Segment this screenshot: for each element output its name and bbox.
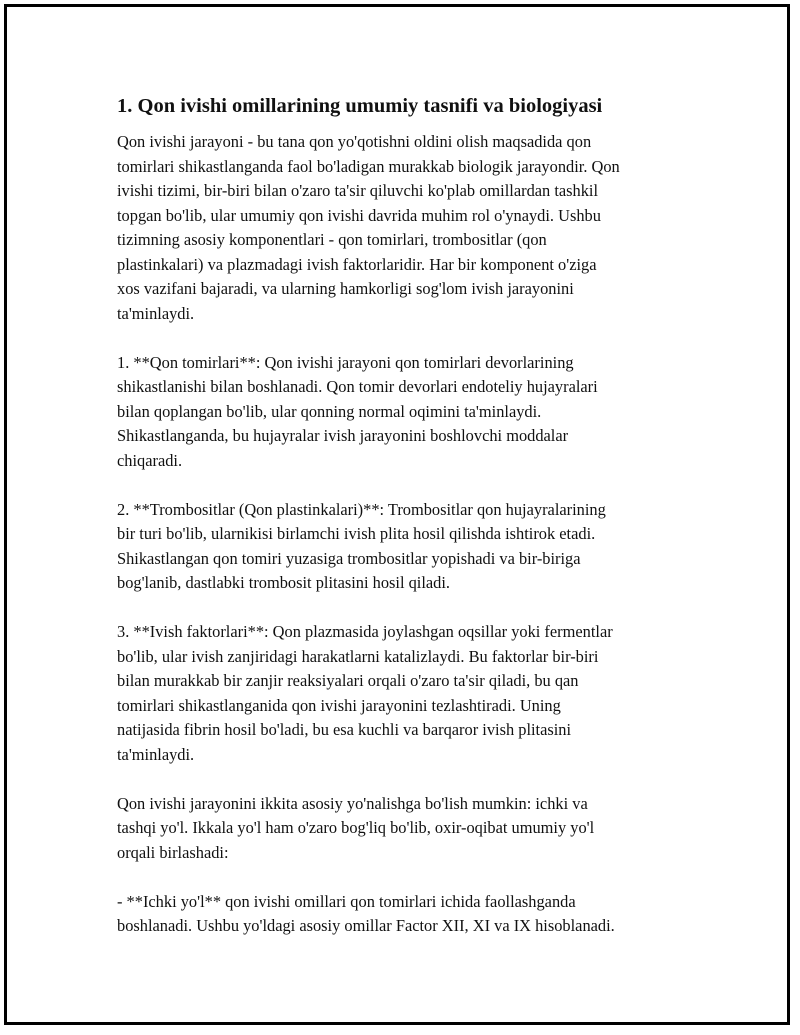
paragraph-intrinsic-pathway: - **Ichki yo'l** qon ivishi omillari qon tomirlari ichida faollashganda boshlanadi. Ushbu yo'ldagi asosiy omillar Factor XII, XI va IX hisoblanadi. bbox=[117, 891, 615, 935]
paragraph-intro: Qon ivishi jarayoni - bu tana qon yo'qotishni oldini olish maqsadida qon tomirlari shikastlanganda faol bo'ladigan murakkab biologik jarayondir. Qon ivishi tizimi, bir-biri bilan o'zaro ta'sir qiluvchi ko'plab omillardan tashkil topgan bo'lib, ular umumiy qon ivishi davrida muhim rol o'ynaydi. Ushbu tizimning asosiy komponentlari - qon tomirlari, trombositlar (qon plastinkalari) va plazmadagi ivish faktorlaridir. Har bir komponent o'ziga xos vazifani bajaradi, va ularning hamkorligi sog'lom ivish jarayonini ta'minlaydi. bbox=[117, 132, 620, 323]
section-heading: 1. Qon ivishi omillarining umumiy tasnifi va biologiyasi bbox=[117, 95, 603, 117]
paragraph-clotting-factors: 3. **Ivish faktorlari**: Qon plazmasida joylashgan oqsillar yoki fermentlar bo'lib, ular ivish zanjiridagi harakatlarni katalizlaydi. Bu faktorlar bir-biri bilan murakkab bir zanjir reaksiyalari orqali o'zaro ta'sir qiladi, bu qan tomirlari shikastlanganida qon ivishi jarayonini tezlashtiradi. Uning natijasida fibrin hosil bo'ladi, bu esa kuchli va barqaror ivish plitasini ta'minlaydi. bbox=[117, 622, 613, 764]
paragraph-pathways: Qon ivishi jarayonini ikkita asosiy yo'nalishga bo'lish mumkin: ichki va tashqi yo'l. Ikkala yo'l ham o'zaro bog'liq bo'lib, oxir-oqibat umumiy yo'l orqali birlashadi: bbox=[117, 793, 595, 862]
paragraph-platelets: 2. **Trombositlar (Qon plastinkalari)**: Trombositlar qon hujayralarining bir turi bo'lib, ularnikisi birlamchi ivish plita hosil qilishda ishtirok etadi. Shikastlangan qon tomiri yuzasiga trombositlar yopishadi va bir-biriga bog'lanib, dastlabki trombosit plitasini hosil qiladi. bbox=[117, 499, 606, 592]
paragraph-blood-vessels: 1. **Qon tomirlari**: Qon ivishi jarayoni qon tomirlari devorlarining shikastlanishi bilan boshlanadi. Qon tomir devorlari endoteliy hujayralari bilan qoplangan bo'lib, ular qonning normal oqimini ta'minlaydi. Shikastlanganda, bu hujayralar ivish jarayonini boshlovchi moddalar chiqaradi. bbox=[117, 352, 598, 470]
document-body bbox=[117, 92, 687, 963]
